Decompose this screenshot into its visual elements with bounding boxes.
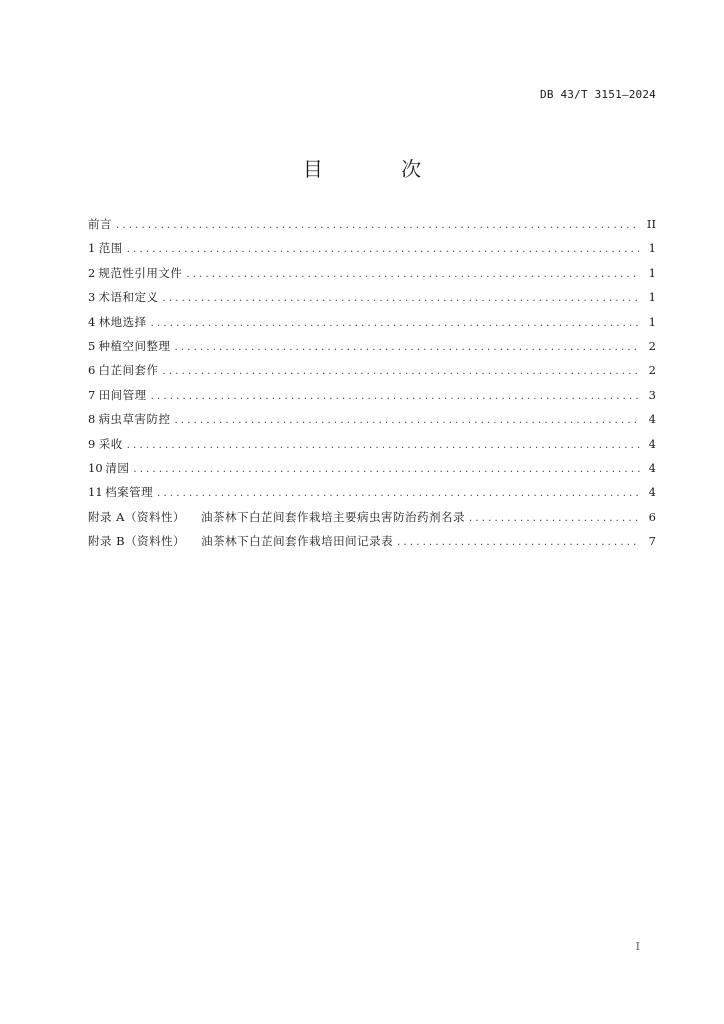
toc-entry-page: 1 [648,265,656,280]
toc-entry-6[interactable] [88,362,656,386]
toc-entry-number: 1 [88,241,96,256]
toc-entry-number: 7 [88,387,96,402]
toc-leader-dots [397,537,640,548]
toc-entry-page: 2 [648,363,656,378]
toc-entry-page: 4 [648,460,656,475]
toc-appendix-prefix: 附录 A（资料性） [88,509,185,524]
toc-entry-7[interactable] [88,387,656,411]
toc-entry-4[interactable] [88,314,656,338]
toc-entry-foreword[interactable] [88,216,656,240]
toc-appendix-prefix: 附录 B（资料性） [88,534,186,549]
toc-entry-number: 3 [88,290,96,305]
toc-entry-label: 清园 [105,460,130,475]
toc-leader-dots [186,269,640,280]
toc-entry-label: 种植空间整理 [98,338,171,353]
toc-entry-appendix-b[interactable] [88,533,656,557]
toc-entry-label: 范围 [98,241,123,256]
toc-leader-dots [127,440,640,451]
toc-entry-label: 白芷间套作 [98,363,159,378]
toc-entry-number: 8 [88,412,96,427]
toc-entry-label: 林地选择 [98,314,147,329]
footer-page-number: I [635,940,640,953]
toc-leader-dots [151,391,640,402]
toc-entry-1[interactable] [88,240,656,264]
toc-entry-label: 术语和定义 [98,290,159,305]
toc-entry-page: 2 [648,338,656,353]
toc-entry-page: 1 [648,241,656,256]
standard-code: DB 43/T 3151—2024 [540,88,656,101]
toc-entry-number: 10 [88,460,103,475]
toc-leader-dots [157,488,640,499]
toc-leader-dots [163,293,640,304]
toc-entry-label: 前言 [88,217,112,231]
toc-entry-page: II [646,217,656,231]
toc-entry-label: 田间管理 [98,387,147,402]
toc-entry-number: 4 [88,314,96,329]
toc-entry-number: 6 [88,363,96,378]
toc-entry-page: 1 [648,314,656,329]
toc-leader-dots [151,318,640,329]
toc-entry-8[interactable] [88,411,656,435]
toc-entry-appendix-a[interactable] [88,509,656,533]
toc-entry-number: 2 [88,265,96,280]
toc-leader-dots [469,513,640,524]
toc-entry-page: 7 [648,534,656,549]
toc-entry-label: 规范性引用文件 [98,265,183,280]
toc-entry-label: 油茶林下白芷间套作栽培主要病虫害防治药剂名录 [200,509,465,524]
toc-entry-label: 病虫草害防控 [98,412,171,427]
toc-entry-10[interactable] [88,460,656,484]
toc-entry-page: 6 [648,509,656,524]
toc-entry-label: 档案管理 [105,485,154,500]
toc-entry-3[interactable] [88,289,656,313]
toc-entry-page: 4 [648,436,656,451]
toc-entry-page: 1 [648,290,656,305]
toc-entry-2[interactable] [88,265,656,289]
toc-entry-page: 4 [648,412,656,427]
toc-entry-label: 采收 [98,436,123,451]
toc-leader-dots [133,464,640,475]
toc-leader-dots [174,342,640,353]
toc-entry-number: 5 [88,338,96,353]
toc-leader-dots [116,220,640,231]
toc-entry-number: 9 [88,436,96,451]
toc-entry-number: 11 [88,485,103,500]
table-of-contents [88,216,656,557]
toc-entry-5[interactable] [88,338,656,362]
page-title: 目 次 [302,157,458,181]
toc-leader-dots [174,415,640,426]
toc-leader-dots [127,244,640,255]
toc-entry-11[interactable] [88,484,656,508]
toc-leader-dots [163,366,640,377]
toc-entry-9[interactable] [88,436,656,460]
toc-entry-page: 4 [648,485,656,500]
toc-entry-page: 3 [648,387,656,402]
toc-entry-label: 油茶林下白芷间套作栽培田间记录表 [201,534,394,549]
